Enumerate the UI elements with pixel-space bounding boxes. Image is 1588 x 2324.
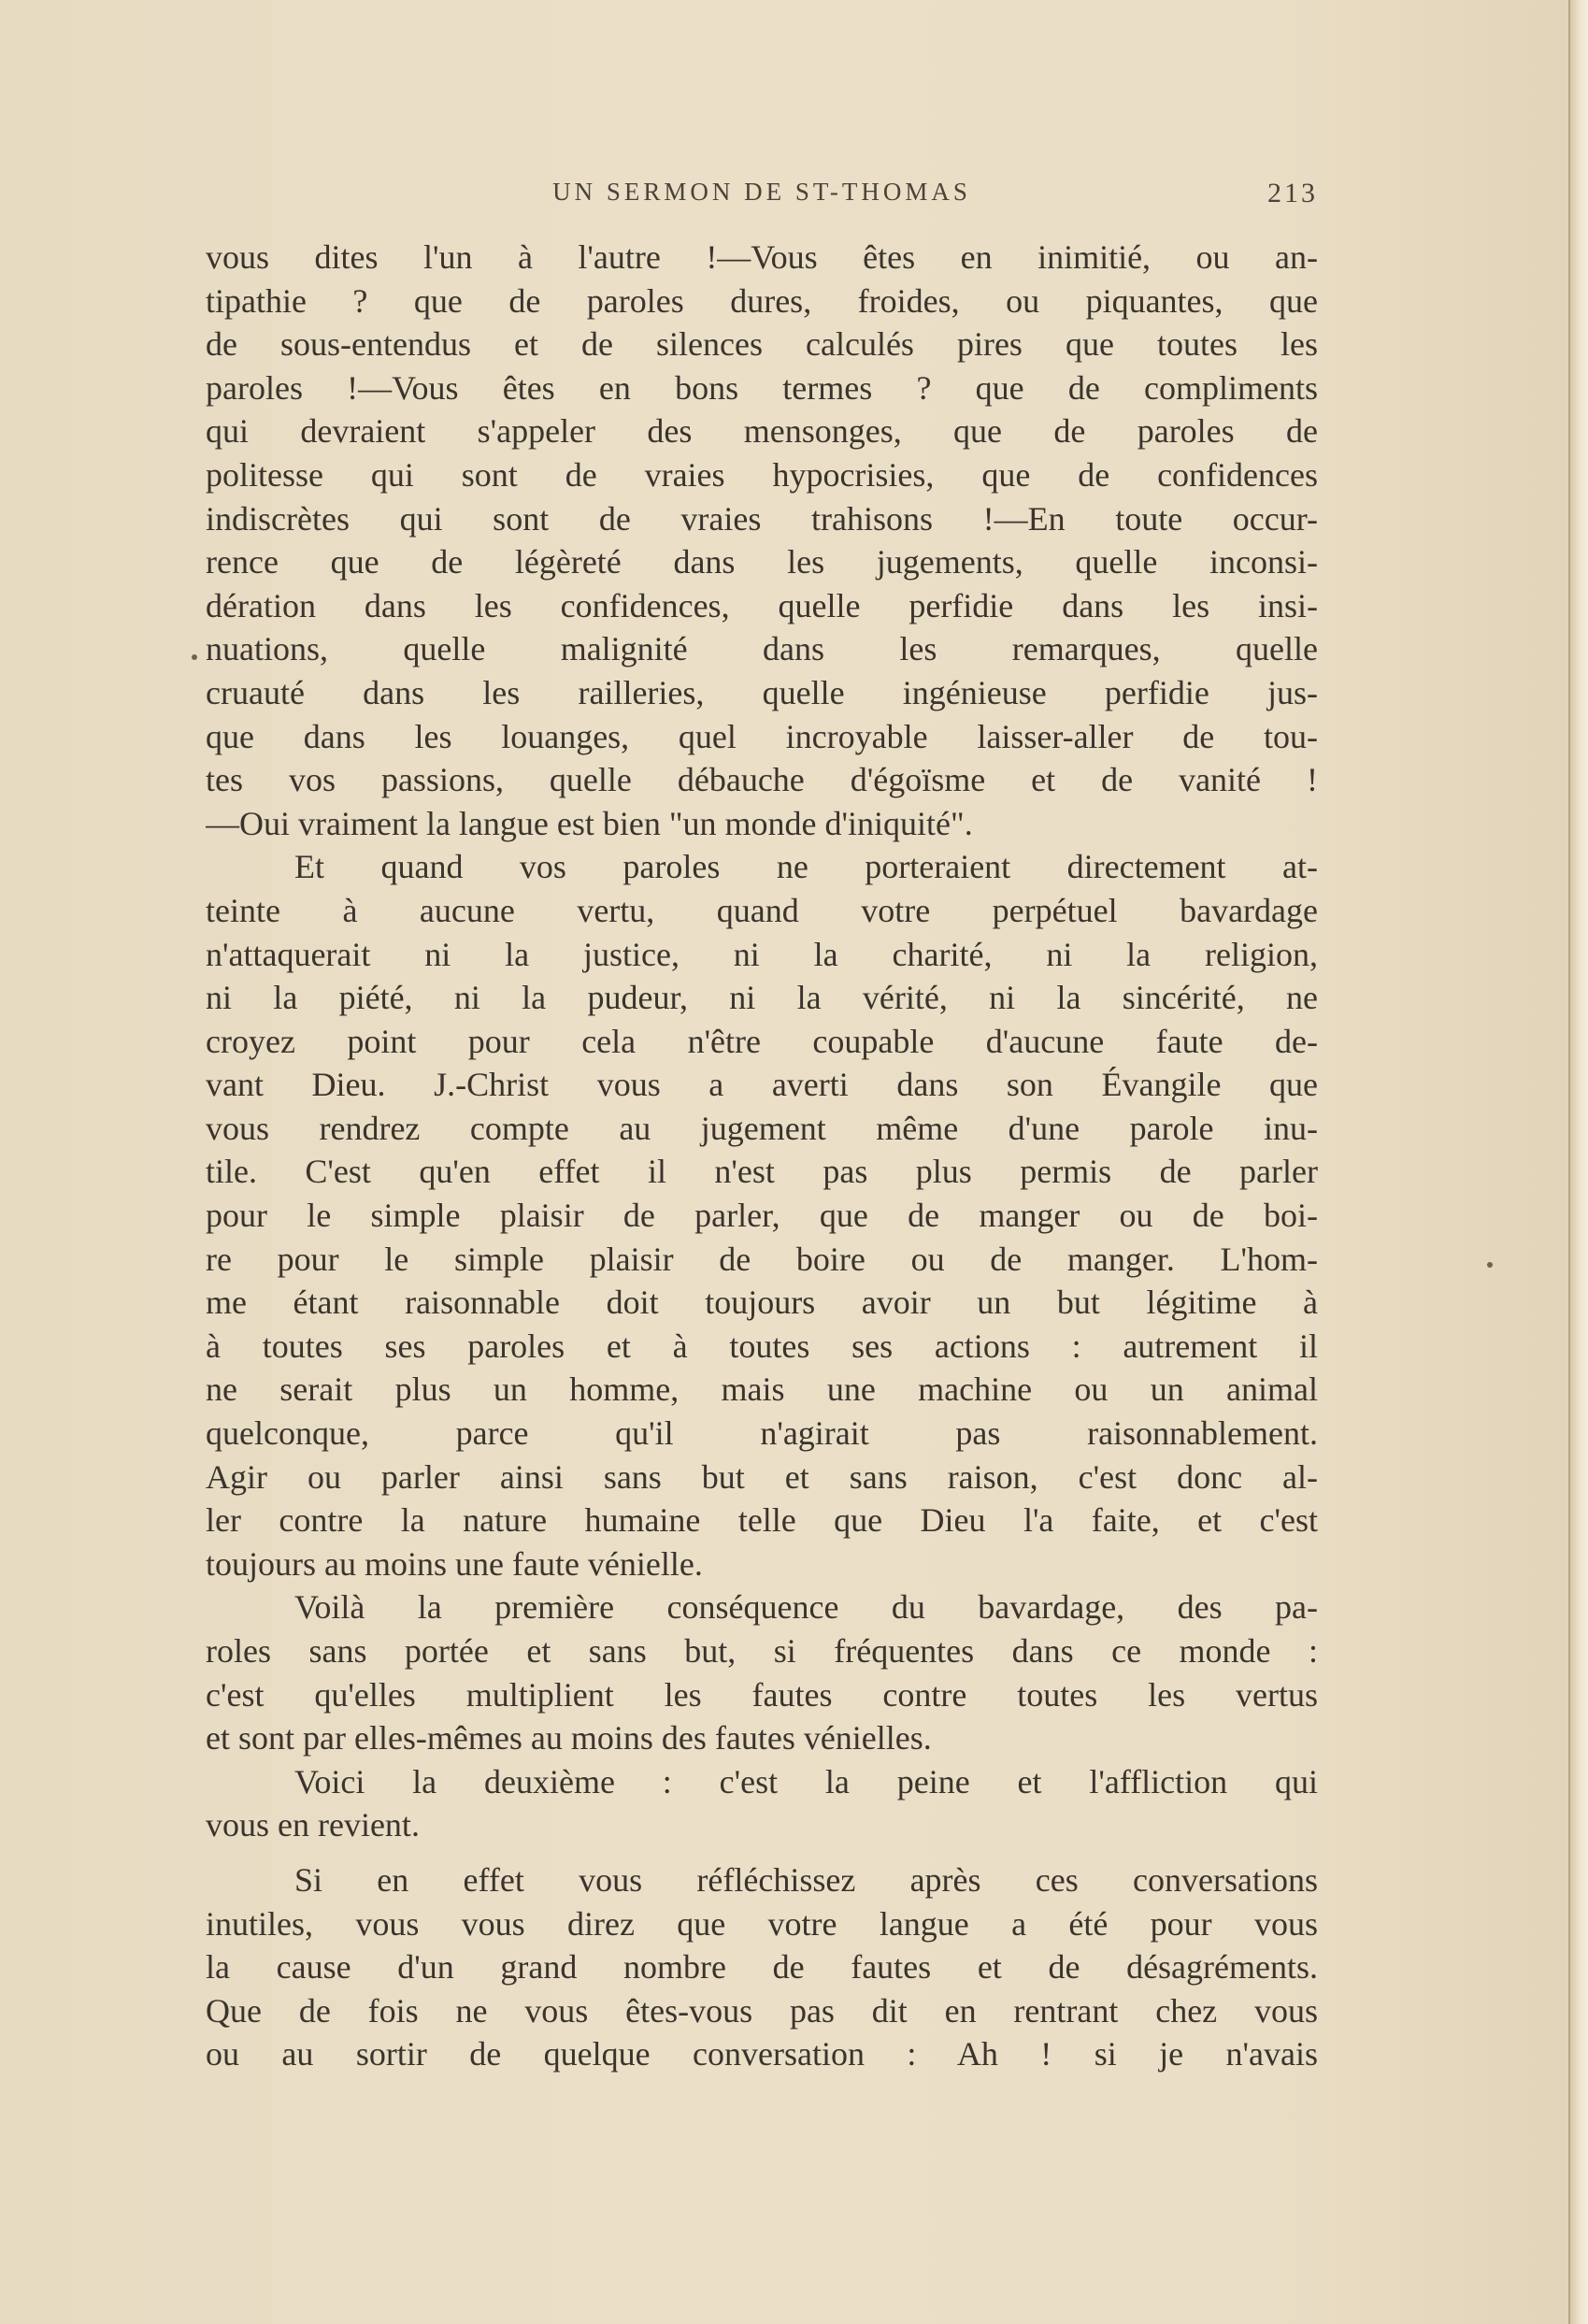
text-line: quelconque, parce qu'il n'agirait pas raisonnablement. [206, 1414, 1318, 1453]
text-line: la cause d'un grand nombre de fautes et de désagréments. [206, 1948, 1318, 1987]
text-line: de sous-entendus et de silences calculés pires que toutes les [206, 325, 1318, 364]
text-line: ni la piété, ni la pudeur, ni la vérité, ni la sincérité, ne [206, 979, 1318, 1017]
text-line: vous en revient. [206, 1806, 420, 1844]
text-line: vous dites l'un à l'autre !—Vous êtes en inimitié, ou an- [206, 238, 1318, 276]
text-line: —Oui vraiment la langue est bien "un monde d'iniquité". [206, 804, 973, 842]
text-line: croyez point pour cela n'être coupable d'aucune faute de- [206, 1022, 1318, 1060]
running-title: UN SERMON DE ST-THOMAS [552, 178, 971, 206]
text-line: vant Dieu. J.-Christ vous a averti dans son Évangile que [206, 1066, 1318, 1104]
text-line: ler contre la nature humaine telle que Dieu l'a faite, et c'est [206, 1501, 1318, 1540]
text-line: nuations, quelle malignité dans les remarques, quelle [206, 630, 1318, 668]
text-line: c'est qu'elles multiplient les fautes contre toutes les vertus [206, 1675, 1318, 1714]
text-line: politesse qui sont de vraies hypocrisies, que de confidences [206, 455, 1318, 494]
text-line: teinte à aucune vertu, quand votre perpétuel bavardage [206, 891, 1318, 929]
text-line: qui devraient s'appeler des mensonges, que de paroles de [206, 412, 1318, 451]
text-line: indiscrètes qui sont de vraies trahisons !—En toute occur- [206, 499, 1318, 538]
text-line: n'attaquerait ni la justice, ni la charité, ni la religion, [206, 935, 1318, 973]
text-line: inutiles, vous vous direz que votre langue a été pour vous [206, 1904, 1318, 1943]
page-edge [1568, 0, 1588, 2324]
page-number: 213 [1267, 178, 1318, 208]
text-line: tes vos passions, quelle débauche d'égoïsme et de vanité ! [206, 761, 1318, 799]
text-line: re pour le simple plaisir de boire ou de manger. L'hom- [206, 1240, 1318, 1278]
paper-speck [192, 654, 197, 660]
text-line: que dans les louanges, quel incroyable laisser-aller de tou- [206, 717, 1318, 755]
text-line: Voilà la première conséquence du bavardage, des pa- [294, 1588, 1318, 1627]
page-header [206, 173, 1318, 210]
text-line: pour le simple plaisir de parler, que de manger ou de boi- [206, 1197, 1318, 1235]
text-line: roles sans portée et sans but, si fréquentes dans ce monde : [206, 1632, 1318, 1670]
text-line: paroles !—Vous êtes en bons termes ? que de compliments [206, 368, 1318, 407]
text-line: tipathie ? que de paroles dures, froides, ou piquantes, que [206, 281, 1318, 320]
body-text [206, 236, 1318, 2076]
text-line: ne serait plus un homme, mais une machine ou un animal [206, 1370, 1318, 1409]
text-line: à toutes ses paroles et à toutes ses actions : autrement il [206, 1327, 1318, 1365]
text-line: me étant raisonnable doit toujours avoir un but légitime à [206, 1284, 1318, 1322]
text-line: dération dans les confidences, quelle perfidie dans les insi- [206, 586, 1318, 624]
text-line: ou au sortir de quelque conversation : Ah ! si je n'avais [206, 2035, 1318, 2073]
text-line: tile. C'est qu'en effet il n'est pas plus permis de parler [206, 1153, 1318, 1191]
text-line: et sont par elles-mêmes au moins des fautes vénielles. [206, 1719, 932, 1757]
paragraph-gap [206, 1847, 1318, 1858]
text-line: toujours au moins une faute vénielle. [206, 1544, 703, 1583]
text-line: rence que de légèreté dans les jugements, quelle inconsi- [206, 543, 1318, 581]
text-line: cruauté dans les railleries, quelle ingénieuse perfidie jus- [206, 673, 1318, 711]
paper-speck [1487, 1262, 1493, 1268]
text-line: Que de fois ne vous êtes-vous pas dit en rentrant chez vous [206, 1991, 1318, 2030]
text-line: Si en effet vous réfléchissez après ces conversations [294, 1860, 1318, 1899]
text-line: Agir ou parler ainsi sans but et sans raison, c'est donc al- [206, 1457, 1318, 1496]
text-line: vous rendrez compte au jugement même d'une parole inu- [206, 1109, 1318, 1147]
text-line: Voici la deuxième : c'est la peine et l'affliction qui [294, 1762, 1318, 1800]
text-line: Et quand vos paroles ne porteraient directement at- [294, 848, 1318, 886]
